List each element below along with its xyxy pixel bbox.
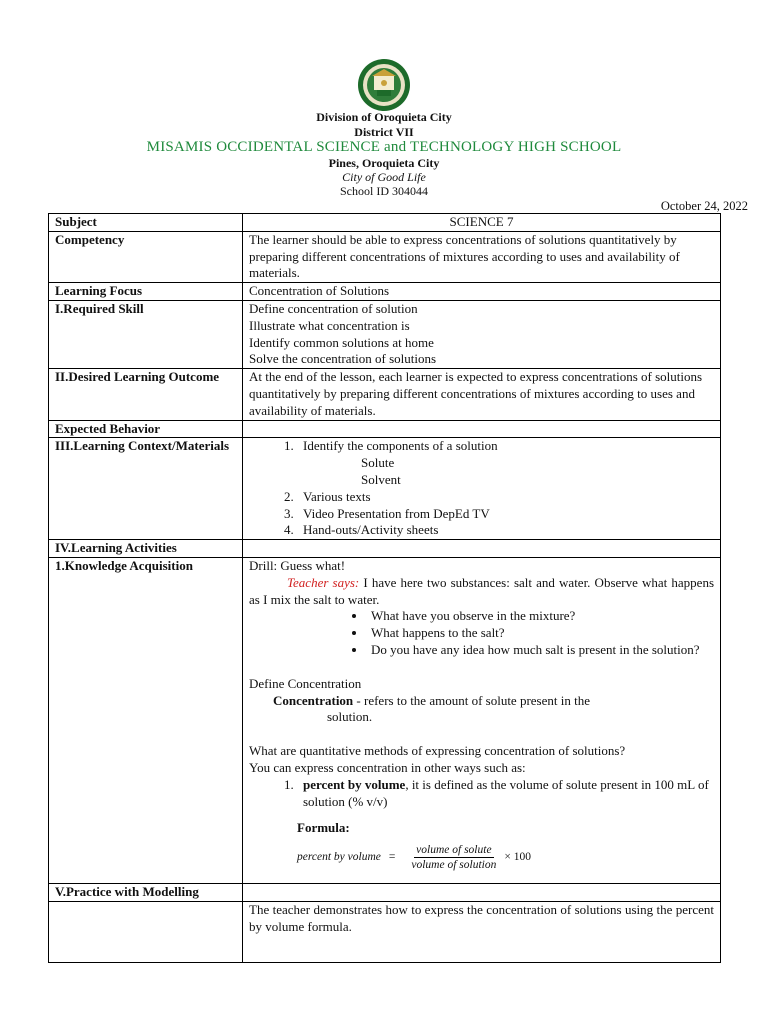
practice-label-value	[243, 884, 721, 902]
list-item: • What happens to the salt?	[367, 625, 714, 642]
lesson-plan-table	[48, 213, 721, 963]
competency-value: The learner should be able to express concentrations of solutions quantitatively by preparing different concentrations of mixtures according to uses and availability of materials.	[243, 231, 721, 282]
list-item: 4. Hand-outs/Activity sheets	[297, 522, 714, 539]
formula-numerator: volume of solute	[416, 843, 492, 856]
knowledge-label: 1.Knowledge Acquisition	[49, 557, 243, 883]
focus-value: Concentration of Solutions	[243, 283, 721, 301]
table-row	[49, 438, 721, 540]
outcome-label: II.Desired Learning Outcome	[49, 369, 243, 420]
define-heading: Define Concentration	[249, 675, 362, 691]
list-item: Define concentration of solution	[249, 300, 418, 316]
list-item: 2. Various texts	[297, 489, 714, 506]
practice-label: V.Practice with Modelling	[49, 884, 243, 902]
question-list	[249, 608, 714, 658]
activities-value	[243, 540, 721, 558]
formula-equals: =	[388, 850, 396, 863]
district-line: District VII	[354, 125, 414, 139]
table-row	[49, 283, 721, 301]
list-item: Solvent	[361, 471, 401, 487]
table-row	[49, 901, 721, 962]
subject-label: Subject	[49, 214, 243, 232]
lesson-date: October 24, 2022	[660, 199, 748, 213]
percent-volume-formula	[249, 839, 714, 875]
table-row	[49, 231, 721, 282]
focus-label: Learning Focus	[49, 283, 243, 301]
materials-list	[243, 438, 721, 540]
school-name: MISAMIS OCCIDENTAL SCIENCE and TECHNOLOGY HIGH SCHOOL	[146, 139, 622, 155]
formula-label: Formula:	[297, 820, 350, 836]
methods-intro: You can express concentration in other ways such as:	[249, 759, 526, 775]
materials-ordered-list	[249, 438, 714, 539]
teacher-says-label: Teacher says:	[287, 574, 360, 590]
behavior-label: Expected Behavior	[49, 420, 243, 438]
school-address: Pines, Oroquieta City	[328, 156, 440, 170]
formula-fraction	[409, 843, 498, 872]
school-id: School ID 304044	[340, 184, 428, 198]
school-seal-logo	[357, 58, 411, 112]
table-row	[49, 557, 721, 883]
concentration-definition: Concentration - refers to the amount of solute present in the	[273, 692, 590, 708]
list-item: 3. Video Presentation from DepEd TV	[297, 506, 714, 523]
list-item: 1. Identify the components of a solution Solute Solvent	[297, 438, 714, 488]
list-item: Solute	[361, 455, 395, 471]
context-label: III.Learning Context/Materials	[49, 438, 243, 540]
list-item: Illustrate what concentration is	[249, 317, 410, 333]
behavior-value	[243, 420, 721, 438]
teacher-says-paragraph: Teacher says: I have here two substances: salt and water. Observe what happens as I mix the salt to water.	[249, 574, 714, 607]
outcome-value: At the end of the lesson, each learner is expected to express concentrations of solutions quantitatively by preparing different concentrations of mixtures according to uses and availability of materials.	[243, 369, 721, 420]
methods-question: What are quantitative methods of expressing concentration of solutions?	[249, 743, 626, 759]
methods-list	[249, 777, 714, 811]
competency-label: Competency	[49, 231, 243, 282]
concentration-definition-cont: solution.	[327, 709, 373, 725]
list-item: Solve the concentration of solutions	[249, 351, 437, 367]
list-item: • What have you observe in the mixture?	[367, 608, 714, 625]
table-row	[49, 540, 721, 558]
formula-multiplier: × 100	[504, 850, 531, 863]
drill-line: Drill: Guess what!	[249, 557, 346, 573]
table-row	[49, 300, 721, 368]
city-motto: City of Good Life	[342, 170, 426, 184]
practice-value: The teacher demonstrates how to express the concentration of solutions using the percent by volume formula.	[243, 901, 721, 962]
practice-empty-label	[49, 901, 243, 962]
skills-list	[243, 300, 721, 368]
list-item: 1. percent by volume, it is defined as the volume of solute present in 100 mL of solution (% v/v)	[297, 777, 714, 811]
table-row	[49, 884, 721, 902]
list-item: Identify common solutions at home	[249, 334, 434, 350]
skill-label: I.Required Skill	[49, 300, 243, 368]
table-row	[49, 214, 721, 232]
table-row	[49, 420, 721, 438]
knowledge-content	[243, 557, 721, 883]
table-row	[49, 369, 721, 420]
division-line: Division of Oroquieta City	[316, 110, 452, 124]
list-item: • Do you have any idea how much salt is present in the solution?	[367, 642, 714, 659]
formula-lhs: percent by volume	[297, 850, 381, 863]
activities-label: IV.Learning Activities	[49, 540, 243, 558]
formula-denominator: volume of solution	[411, 858, 497, 871]
subject-value: SCIENCE 7	[243, 214, 721, 232]
